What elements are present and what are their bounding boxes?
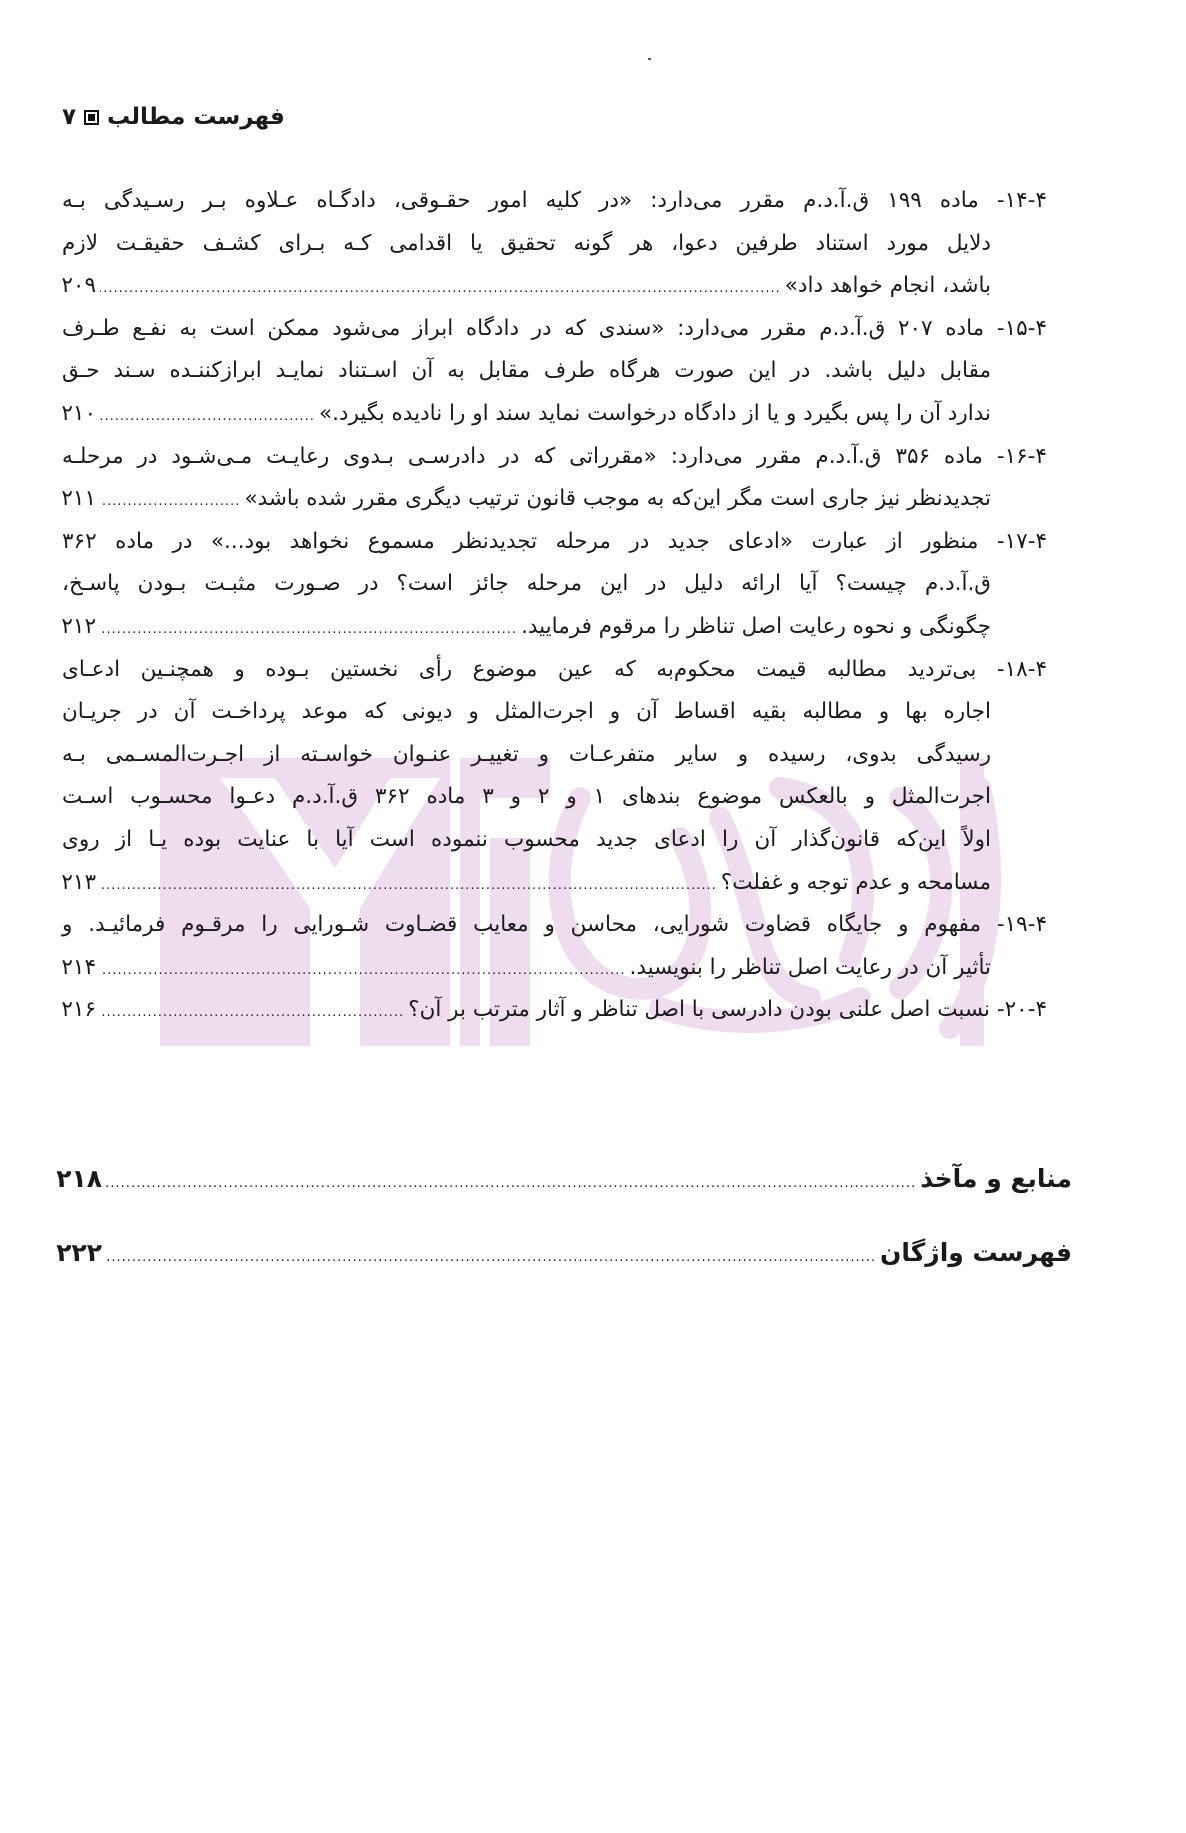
entry-page-number[interactable]: ۲۱۳ — [61, 869, 96, 895]
entry-page-number[interactable]: ۲۱۶ — [61, 997, 96, 1023]
entry-text: تأثیر آن در رعایت اصل تناظر را بنویسید. — [629, 954, 991, 980]
toc-entry-4-15[interactable] — [62, 308, 1047, 436]
section-title: منابع و مآخذ — [920, 1164, 1072, 1193]
toc-entry-4-20[interactable] — [62, 989, 1047, 1032]
entry-line: اجرت‌المثل و بالعکس موضوع بندهای ۱ و ۲ و ۳ ماده ۳۶۲ ق.آ.د.م دعـوا محسـوب اسـت — [62, 784, 991, 810]
entry-line: ۱۴-۴- ماده ۱۹۹ ق.آ.د.م مقرر می‌دارد: «در کلیه امور حقـوقی، دادگـاه عـلاوه بـر رسـیدگی بـه — [62, 188, 1047, 213]
entry-page-number[interactable]: ۲۱۲ — [61, 613, 96, 639]
entry-line: ۱۶-۴- ماده ۳۵۶ ق.آ.د.م مقرر می‌دارد: «مقرراتی که در دادرسـی بـدوی رعایـت مـی‌شـود در مرحلـه — [62, 443, 1047, 469]
entry-line-last — [62, 265, 1047, 308]
table-of-contents — [62, 180, 1047, 1032]
entry-text: ندارد آن را پس بگیرد و یا از دادگاه درخواست نماید سند او را نادیده بگیرد.» — [318, 400, 991, 426]
boxed-square-icon — [84, 110, 99, 125]
running-header — [62, 104, 285, 130]
entry-line: اجاره بها و مطالبه بقیه اقساط آن و اجرت‌المثل و دیونی که موعد پرداخـت آن در جریـان — [62, 699, 991, 725]
dot-leader — [100, 481, 240, 524]
section-title: فهرست واژگان — [880, 1238, 1072, 1267]
dot-leader — [100, 268, 781, 311]
entry-page-number[interactable]: ۲۰۹ — [61, 273, 96, 299]
dot-leader — [100, 396, 315, 439]
toc-section-glossary[interactable] — [56, 1238, 1072, 1267]
dot-leader — [100, 609, 517, 652]
toc-entry-4-14[interactable] — [62, 180, 1047, 308]
entry-text: چگونگی و نحوه رعایت اصل تناظر را مرقوم فرمایید. — [521, 613, 991, 639]
dot-leader — [100, 950, 625, 993]
entry-text: ۲۰-۴- نسبت اصل علنی بودن دادرسی با اصل تناظر و آثار مترتب بر آن؟ — [408, 997, 1047, 1023]
entry-line-last — [62, 606, 1047, 649]
entry-line: ۱۹-۴- مفهوم و جایگاه قضاوت شورایی، محاسن و معایب قضـاوت شـورایی را مرقـوم فرمائیـد. و — [62, 912, 1047, 938]
section-page-number[interactable]: ۲۱۸ — [56, 1164, 102, 1193]
entry-line: مقابل دلیل باشد. در این صورت هرگاه طرف مقابل به آن اسـتناد نمایـد ابرازکننـده سـند حـق — [62, 358, 991, 384]
toc-entry-4-16[interactable] — [62, 436, 1047, 521]
dot-leader — [106, 1250, 876, 1265]
entry-line-last — [62, 478, 1047, 521]
entry-line: ۱۵-۴- ماده ۲۰۷ ق.آ.د.م مقرر می‌دارد: «سندی که در دادگاه ابراز می‌شود ممکن است به نفـع طـرف — [62, 315, 1047, 341]
entry-page-number[interactable]: ۲۱۰ — [61, 400, 96, 426]
entry-line: دلایل مورد استناد طرفین دعوا، هر گونه تحقیق یا اقدامی کـه بـرای کشـف حقیقـت لازم — [62, 230, 991, 256]
entry-text: مسامحه و عدم توجه و غفلت؟ — [720, 869, 991, 895]
entry-line: ق.آ.د.م چیست؟ آیا ارائه دلیل در این مرحله جائز است؟ در صـورت مثبـت بـودن پاسـخ، — [62, 571, 991, 597]
entry-line-last — [62, 862, 1047, 905]
header-page-number: ۷ — [62, 104, 77, 130]
entry-line-last — [62, 989, 1047, 1032]
header-title: فهرست مطالب — [107, 104, 285, 130]
section-page-number[interactable]: ۲۲۲ — [56, 1238, 102, 1267]
dot-leader — [100, 992, 404, 1035]
toc-section-references[interactable] — [56, 1164, 1072, 1193]
entry-page-number[interactable]: ۲۱۴ — [61, 954, 96, 980]
entry-page-number[interactable]: ۲۱۱ — [61, 486, 96, 512]
entry-line: رسیدگی بدوی، رسیده و سایر متفرعـات و تغییـر عنـوان خواسـته از اجـرت‌المسـمی بـه — [62, 741, 991, 767]
dot-leader — [106, 1176, 916, 1191]
entry-text: تجدیدنظر نیز جاری است مگر این‌که به موجب قانون ترتیب دیگری مقرر شده باشد» — [244, 486, 991, 512]
entry-line-last — [62, 947, 1047, 990]
entry-line: ۱۸-۴- بی‌تردید مطالبه قیمت محکوم‌به که عین موضوع رأی نخستین بـوده و همچنـین ادعـای — [62, 656, 1047, 682]
toc-entry-4-19[interactable] — [62, 904, 1047, 989]
entry-line: اولاً این‌که قانون‌گذار آن را ادعای جدید محسوب ننموده است آیا با عنایت بوده یـا از روی — [62, 826, 991, 852]
entry-line: ۱۷-۴- منظور از عبارت «ادعای جدید در مرحله تجدیدنظر مسموع نخواهد بود...» در ماده ۳۶۲ — [62, 528, 1047, 554]
entry-text: باشد، انجام خواهد داد» — [784, 273, 991, 299]
scan-speck — [648, 58, 651, 60]
toc-entry-4-17[interactable] — [62, 521, 1047, 649]
toc-entry-4-18[interactable] — [62, 649, 1047, 905]
dot-leader — [100, 865, 717, 908]
entry-line-last — [62, 393, 1047, 436]
